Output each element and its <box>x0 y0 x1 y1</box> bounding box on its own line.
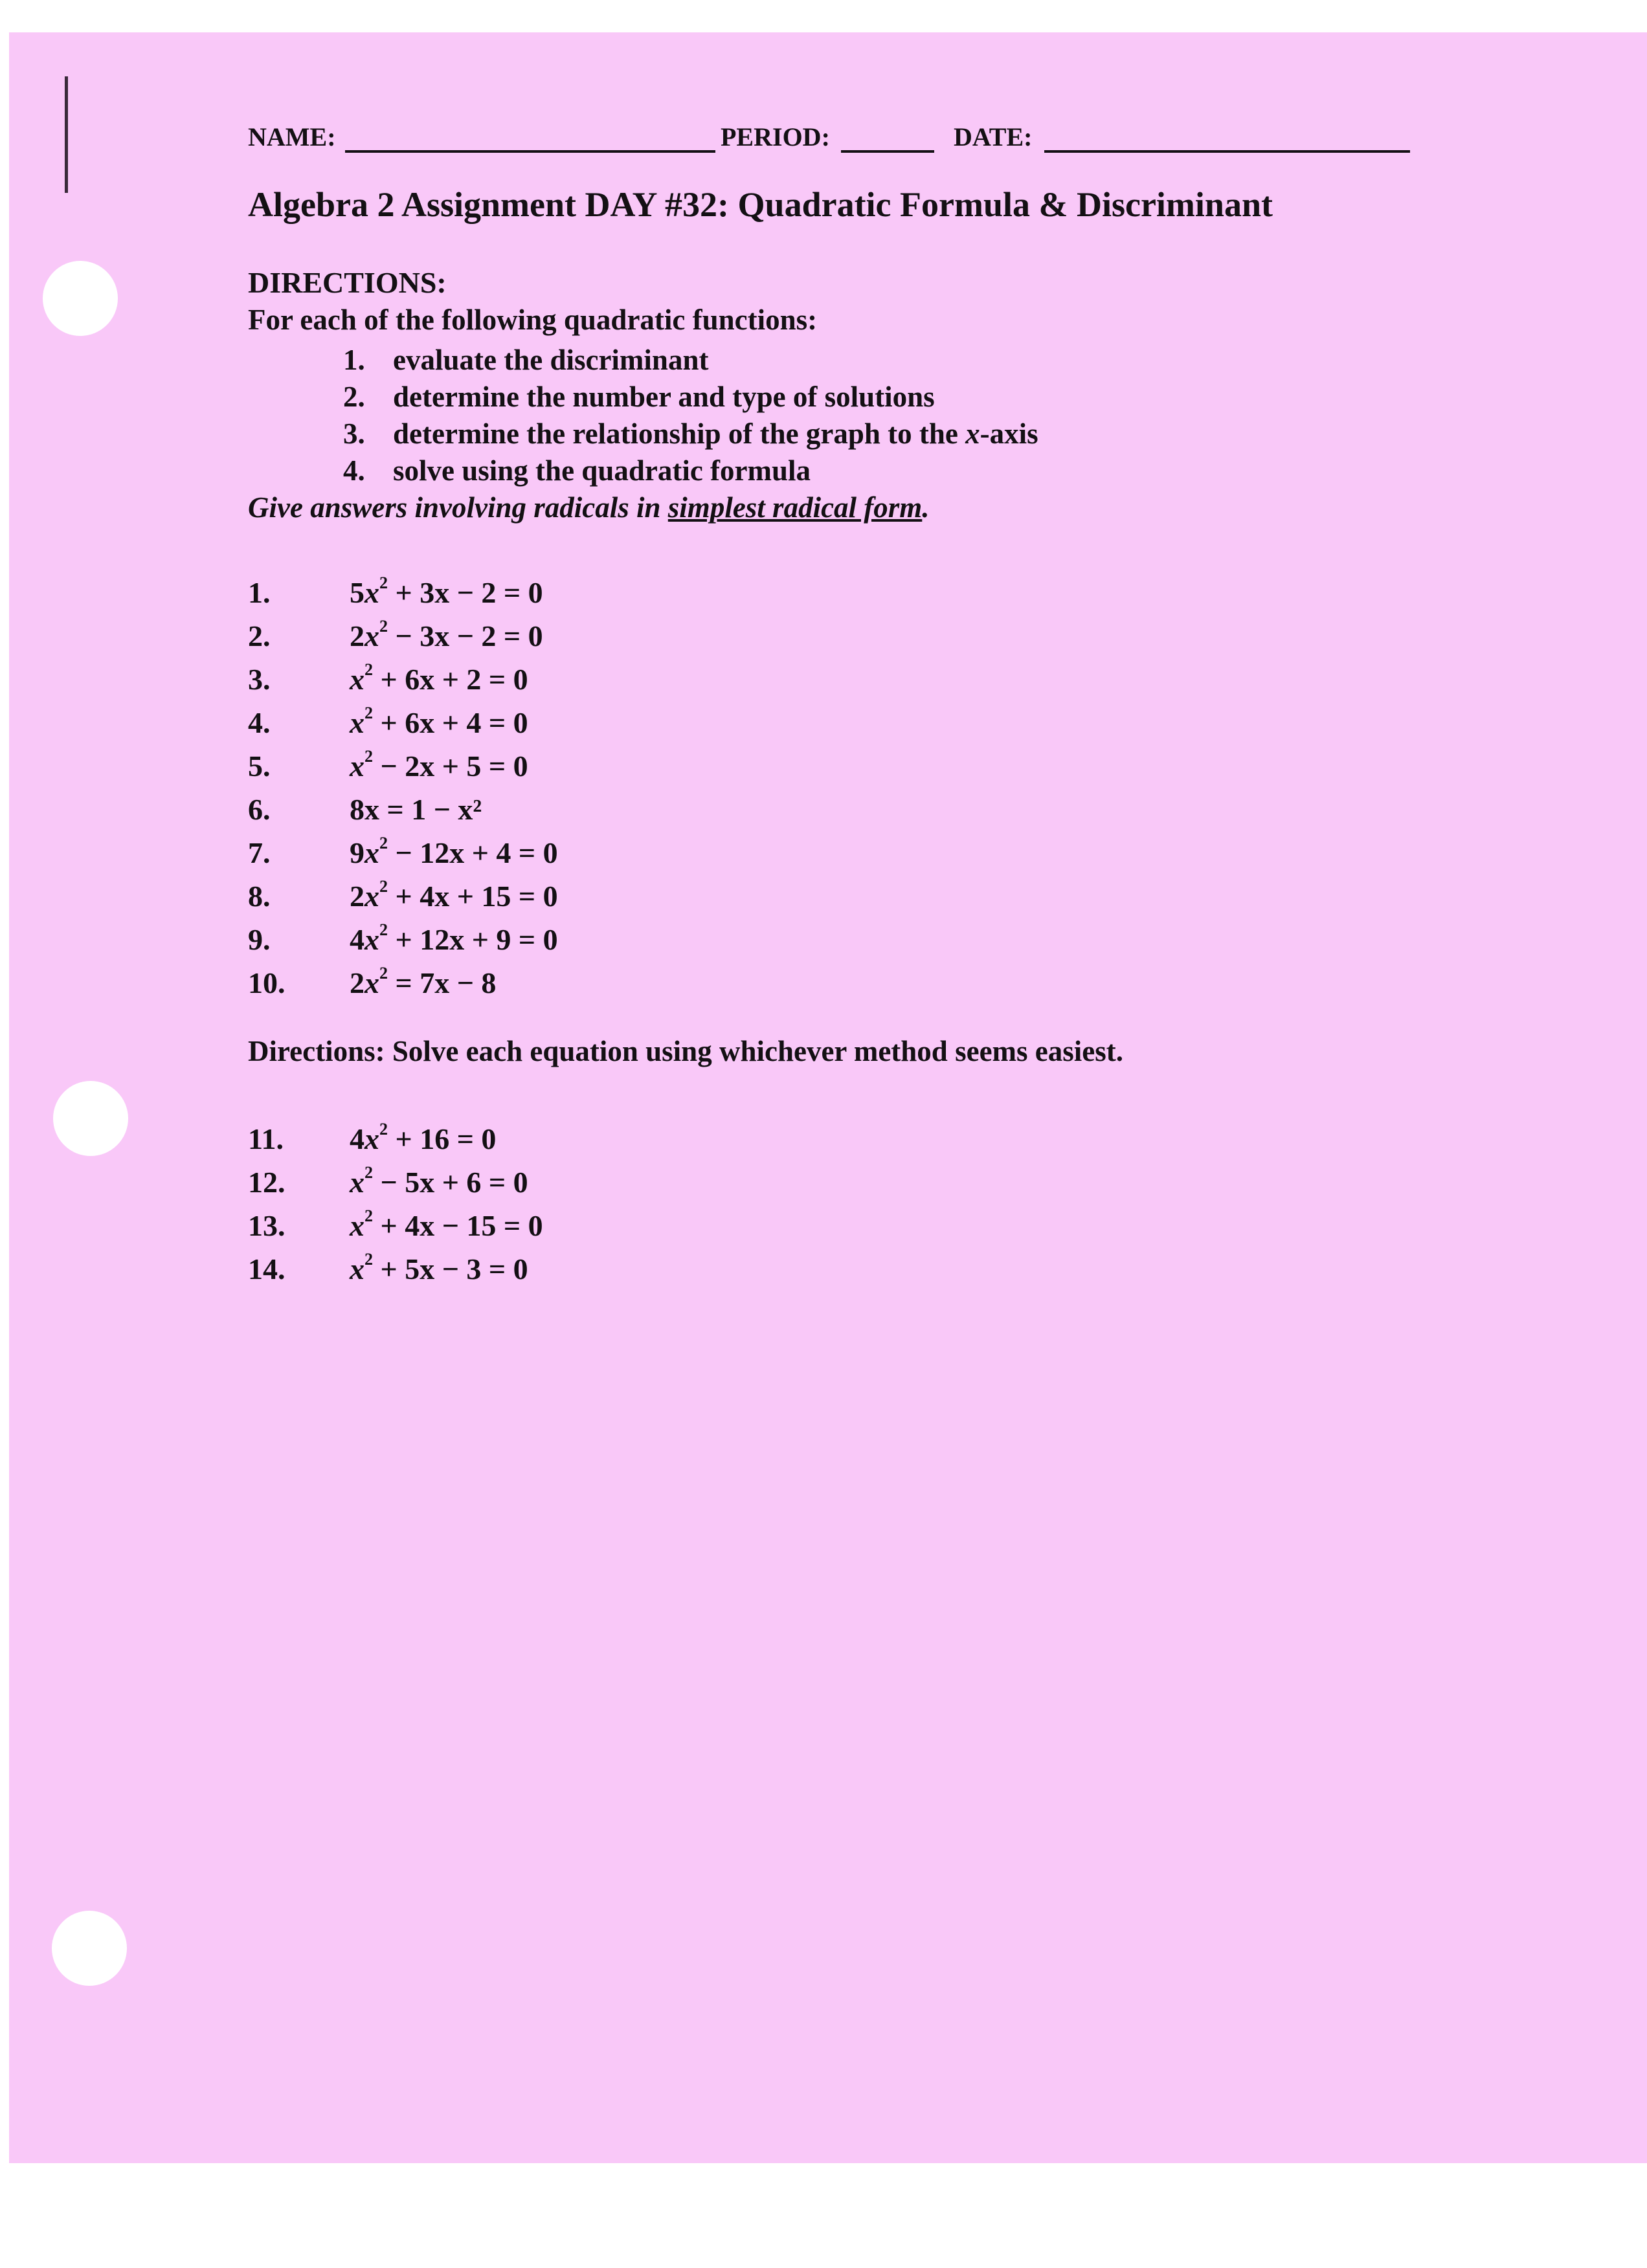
name-label: NAME: <box>248 122 336 151</box>
note-underlined: simplest radical form <box>667 491 923 524</box>
problem-item <box>248 1161 543 1204</box>
problem-item <box>248 744 558 788</box>
list-item <box>343 379 1038 416</box>
equation-rest: − 5x + 6 = 0 <box>373 1166 528 1199</box>
punch-hole <box>52 1911 127 1986</box>
problem-equation <box>350 701 528 744</box>
problem-number: 5. <box>248 750 271 783</box>
problem-number: 4. <box>248 706 271 739</box>
note-text: Give answers involving radicals in <box>248 491 668 524</box>
equation-coefficient: 2 <box>350 619 364 652</box>
directions-intro: For each of the following quadratic functions: <box>248 304 818 336</box>
equation-exponent: 2 <box>379 617 388 636</box>
problem-number: 9. <box>248 923 271 956</box>
problem-number: 3. <box>248 663 271 696</box>
equation-exponent: 2 <box>379 964 388 983</box>
problem-equation <box>350 571 543 614</box>
equation-rest: + 16 = 0 <box>388 1122 497 1155</box>
equation-variable: x <box>350 750 364 783</box>
problem-list-part1 <box>248 571 558 1005</box>
equation-variable: x <box>364 923 379 956</box>
equation-exponent: 2 <box>364 1163 373 1182</box>
equation-rest: = 7x − 8 <box>388 966 497 999</box>
equation-coefficient: 2 <box>350 966 364 999</box>
margin-line <box>65 76 68 193</box>
problem-equation <box>350 831 558 874</box>
problem-number: 7. <box>248 836 271 869</box>
equation-exponent: 2 <box>379 920 388 939</box>
punch-hole <box>43 261 118 336</box>
equation-variable: x <box>364 836 379 869</box>
problem-number: 10. <box>248 966 286 999</box>
equation-variable: x <box>364 619 379 652</box>
problem-number: 8. <box>248 880 271 913</box>
equation-exponent: 2 <box>379 1120 388 1139</box>
problem-item <box>248 918 558 961</box>
problem-equation <box>350 1247 528 1291</box>
problem-item <box>248 788 558 831</box>
step-number: 1. <box>343 344 365 376</box>
step-number: 4. <box>343 454 365 487</box>
equation-coefficient: 9 <box>350 836 364 869</box>
equation-exponent: 2 <box>364 704 373 722</box>
equation-rest: + 5x − 3 = 0 <box>373 1252 528 1285</box>
equation-exponent: 2 <box>364 1206 373 1225</box>
list-item <box>343 452 1038 489</box>
period-blank[interactable] <box>841 150 934 153</box>
equation-rest: − 12x + 4 = 0 <box>388 836 558 869</box>
problem-number: 14. <box>248 1252 286 1285</box>
period-label: PERIOD: <box>721 122 830 151</box>
equation-exponent: 2 <box>379 877 388 896</box>
equation-variable: x <box>350 1166 364 1199</box>
problem-number: 11. <box>248 1122 284 1155</box>
directions-part2: Directions: Solve each equation using whichever method seems easiest. <box>248 1035 1123 1067</box>
equation-exponent: 2 <box>364 660 373 679</box>
problem-item <box>248 614 558 658</box>
problem-equation <box>350 744 528 788</box>
problem-number: 2. <box>248 619 271 652</box>
problem-equation <box>350 788 482 831</box>
step-variable: x <box>965 417 980 450</box>
problem-equation <box>350 961 496 1005</box>
step-text: evaluate the discriminant <box>393 344 709 376</box>
problem-item <box>248 1117 543 1161</box>
equation-rest: + 3x − 2 = 0 <box>388 576 543 609</box>
equation-coefficient: 5 <box>350 576 364 609</box>
step-number: 2. <box>343 381 365 413</box>
problem-item <box>248 658 558 701</box>
equation-variable: x <box>350 1252 364 1285</box>
problem-number: 13. <box>248 1209 286 1242</box>
problem-equation <box>350 1161 528 1204</box>
equation-rest: + 4x + 15 = 0 <box>388 880 558 913</box>
equation-variable: x <box>364 576 379 609</box>
equation-coefficient: 4 <box>350 923 364 956</box>
header-line <box>248 122 1413 161</box>
step-text: determine the relationship of the graph to the <box>393 417 966 450</box>
problem-equation <box>350 1204 543 1247</box>
note-period: . <box>922 491 930 524</box>
problem-item <box>248 1204 543 1247</box>
list-item <box>343 342 1038 379</box>
problem-equation <box>350 918 558 961</box>
equation-variable: x <box>350 663 364 696</box>
date-blank[interactable] <box>1044 150 1410 153</box>
equation-exponent: 2 <box>364 747 373 766</box>
equation-variable: x <box>350 706 364 739</box>
equation-rest: + 4x − 15 = 0 <box>373 1209 543 1242</box>
problem-equation <box>350 1117 496 1161</box>
problem-number: 6. <box>248 793 271 826</box>
directions-heading: DIRECTIONS: <box>248 266 447 299</box>
equation-coefficient: 4 <box>350 1122 364 1155</box>
step-text-end: -axis <box>980 417 1038 450</box>
step-text: solve using the quadratic formula <box>393 454 811 487</box>
equation-exponent: 2 <box>379 834 388 852</box>
problem-equation <box>350 658 528 701</box>
problem-item <box>248 961 558 1005</box>
equation-rest: − 2x + 5 = 0 <box>373 750 528 783</box>
equation-variable: x <box>350 1209 364 1242</box>
problem-item <box>248 874 558 918</box>
equation-text: 8x = 1 − x² <box>350 793 482 826</box>
directions-steps <box>343 342 1038 489</box>
equation-exponent: 2 <box>379 573 388 592</box>
punch-hole <box>53 1081 128 1156</box>
step-text: determine the number and type of solutions <box>393 381 935 413</box>
problem-number: 12. <box>248 1166 286 1199</box>
problem-item <box>248 1247 543 1291</box>
problem-number: 1. <box>248 576 271 609</box>
list-item <box>343 416 1038 452</box>
problem-equation <box>350 614 543 658</box>
page-title: Algebra 2 Assignment DAY #32: Quadratic Formula & Discriminant <box>248 185 1273 224</box>
equation-rest: − 3x − 2 = 0 <box>388 619 543 652</box>
equation-rest: + 6x + 4 = 0 <box>373 706 528 739</box>
step-number: 3. <box>343 417 365 450</box>
equation-exponent: 2 <box>364 1250 373 1269</box>
date-label: DATE: <box>954 122 1033 151</box>
problem-item <box>248 571 558 614</box>
problem-list-part2 <box>248 1117 543 1291</box>
equation-rest: + 12x + 9 = 0 <box>388 923 558 956</box>
equation-rest: + 6x + 2 = 0 <box>373 663 528 696</box>
equation-variable: x <box>364 966 379 999</box>
problem-equation <box>350 874 558 918</box>
radical-form-note <box>248 491 930 524</box>
name-blank[interactable] <box>345 150 715 153</box>
problem-item <box>248 831 558 874</box>
equation-coefficient: 2 <box>350 880 364 913</box>
problem-item <box>248 701 558 744</box>
equation-variable: x <box>364 1122 379 1155</box>
equation-variable: x <box>364 880 379 913</box>
